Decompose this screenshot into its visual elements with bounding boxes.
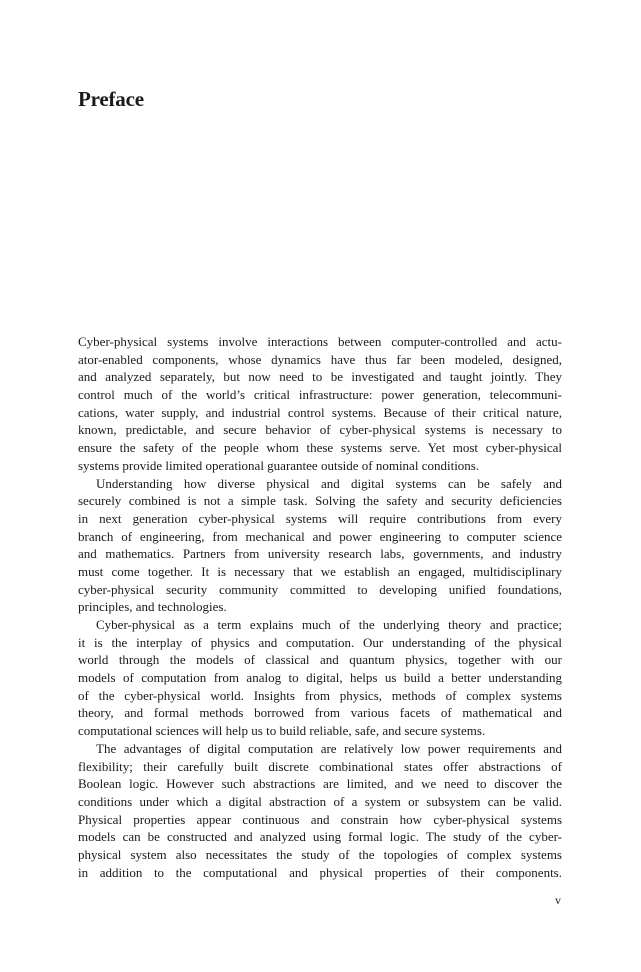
text-line: securely combined is not a simple task. Solving the safety and security deficiencies	[78, 493, 562, 509]
paragraph	[78, 616, 562, 740]
text-line: cations, water supply, and industrial control systems. Because of their critical nature,	[78, 404, 562, 420]
text-line: in next generation cyber-physical systems will require contributions from every	[78, 510, 562, 526]
text-line: models of computation from analog to digital, helps us build a better understanding	[78, 670, 562, 686]
text-line: branch of engineering, from mechanical and power engineering to computer science	[78, 528, 562, 544]
text-line: theory, and formal methods borrowed from various facets of mathematical and	[78, 705, 562, 721]
text-line: control much of the world’s critical infrastructure: power generation, telecommuni-	[78, 387, 562, 403]
text-line: Understanding how diverse physical and digital systems can be safely and	[96, 475, 562, 491]
text-line: principles, and technologies.	[78, 599, 227, 615]
text-line: Cyber-physical as a term explains much of the underlying theory and practice;	[96, 617, 562, 632]
text-line: world through the models of classical and quantum physics, together with our	[78, 652, 562, 668]
text-line: models can be constructed and analyzed using formal logic. The study of the cyber-	[78, 829, 562, 845]
text-line: Cyber-physical systems involve interactions between computer-controlled and actu-	[78, 334, 562, 349]
page-number: v	[555, 893, 561, 907]
text-line: computational sciences will help us to build reliable, safe, and secure systems.	[78, 723, 486, 739]
text-line: cyber-physical security community committed to developing unified foundations,	[78, 581, 562, 597]
text-line: physical system also necessitates the study of the topologies of complex systems	[78, 846, 562, 862]
text-line: ensure the safety of the people whom these systems serve. Yet most cyber-physical	[78, 440, 562, 456]
page-title: Preface	[78, 87, 144, 111]
text-line: and analyzed separately, but now need to be investigated and taught jointly. They	[78, 369, 562, 385]
text-line: Physical properties appear continuous and constrain how cyber-physical systems	[78, 811, 562, 827]
text-line: of the cyber-physical world. Insights from physics, methods of complex systems	[78, 687, 562, 703]
text-line: ator-enabled components, whose dynamics have thus far been modeled, designed,	[78, 351, 562, 367]
paragraph	[78, 333, 562, 475]
text-line: systems provide limited operational guarantee outside of nominal conditions.	[78, 457, 480, 473]
text-line: flexibility; their carefully built discrete combinational states offer abstractions of	[78, 758, 562, 774]
preface-body	[78, 333, 562, 881]
text-line: must come together. It is necessary that we establish an engaged, multidisciplinary	[78, 563, 562, 579]
text-line: The advantages of digital computation are relatively low power requirements and	[96, 740, 562, 756]
text-line: conditions under which a digital abstraction of a system or subsystem can be valid.	[78, 793, 562, 809]
text-line: and mathematics. Partners from university research labs, governments, and industry	[78, 546, 562, 562]
text-line: known, predictable, and secure behavior of cyber-physical systems is necessary to	[78, 422, 562, 438]
paragraph	[78, 740, 562, 882]
paragraph	[78, 475, 562, 617]
text-line: Boolean logic. However such abstractions are limited, and we need to discover the	[78, 776, 562, 792]
text-line: it is the interplay of physics and computation. Our understanding of the physical	[78, 634, 562, 650]
text-line: in addition to the computational and physical properties of their components.	[78, 864, 562, 880]
